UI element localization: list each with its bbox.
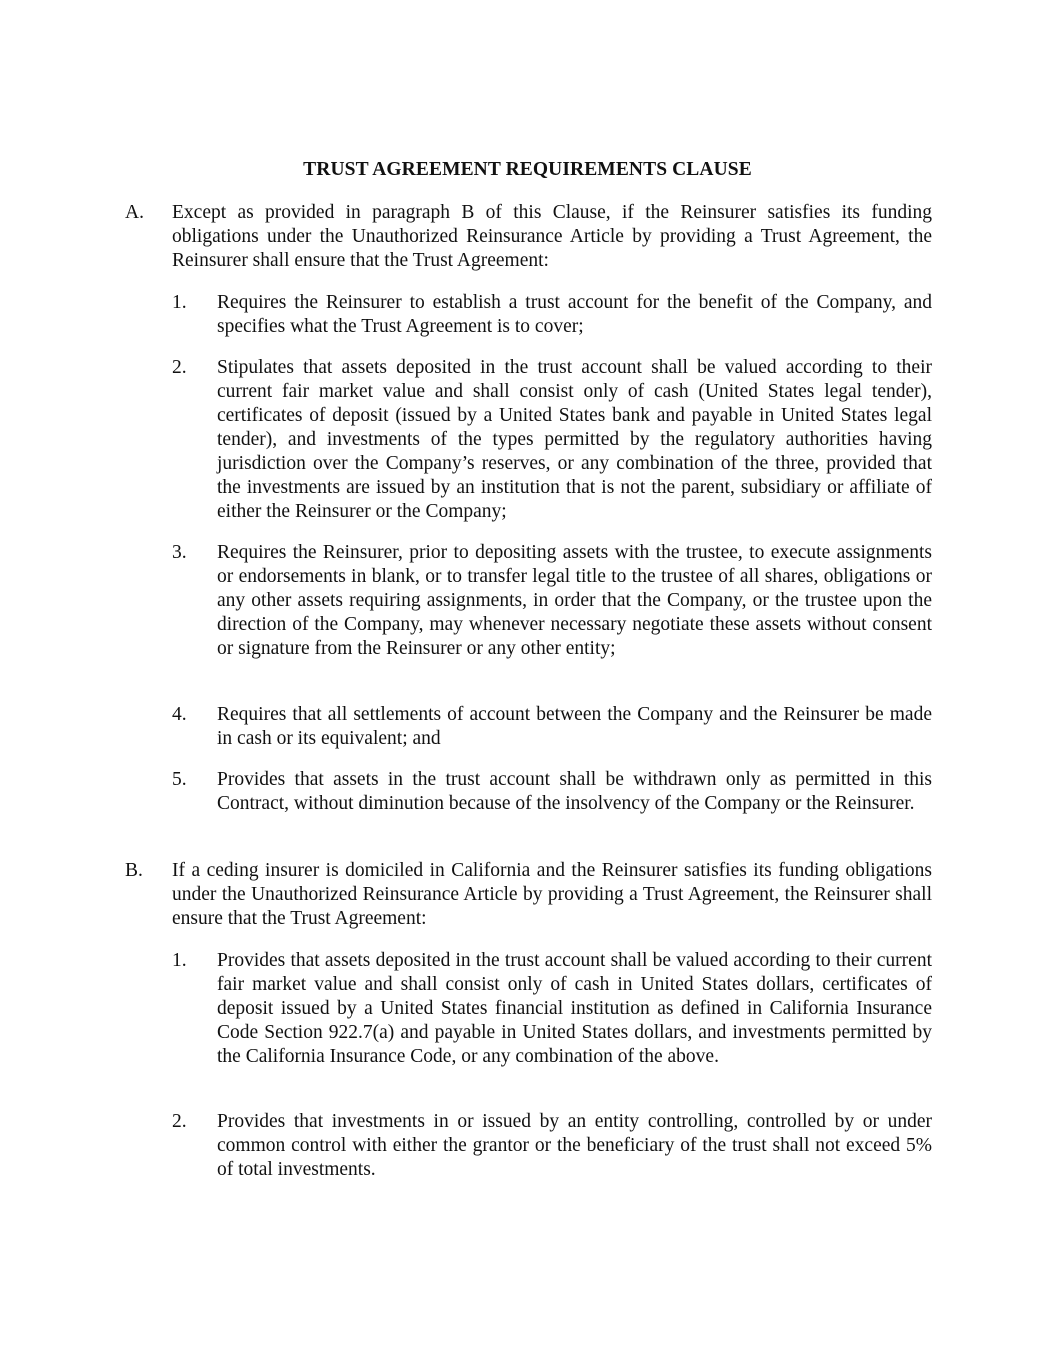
item-text: Stipulates that assets deposited in the trust account shall be valued according to their current fair market value and shall consist only of cash (United States legal tender), certificates of deposit (issued by a United States bank and payable in United States legal tender), and investments of the types permitted by the regulatory authorities having jurisdiction over the Company’s reserves, or any combination of the three, provided that the investments are issued by an institution that is not the parent, subsidiary or affiliate of either the Reinsurer or the Company; (217, 357, 932, 522)
page-title: TRUST AGREEMENT REQUIREMENTS CLAUSE (303, 159, 752, 180)
item-text: Requires the Reinsurer, prior to depositing assets with the trustee, to execute assignments or endorsements in blank, or to transfer legal title to the trustee of all shares, obligations or any other assets requiring assignments, in order that the Company, or the trustee upon the direction of the Company, may whenever necessary negotiate these assets without consent or signature from the Reinsurer or any other entity; (217, 542, 932, 659)
item-number: 1. (172, 292, 187, 313)
list-item (172, 949, 932, 1069)
item-text: Requires that all settlements of account between the Company and the Reinsurer be made in cash or its equivalent; and (217, 704, 932, 749)
section-text: If a ceding insurer is domiciled in California and the Reinsurer satisfies its funding obligations under the Unauthorized Reinsurance Article by providing a Trust Agreement, the Reinsurer shall ensure that the Trust Agreement: (172, 860, 932, 929)
item-text: Provides that assets in the trust account shall be withdrawn only as permitted in this Contract, without diminution because of the insolvency of the Company or the Reinsurer. (217, 769, 932, 814)
item-number: 1. (172, 950, 187, 971)
list-item (172, 356, 932, 524)
section-label: A. (125, 202, 144, 223)
item-number: 2. (172, 1111, 187, 1132)
list-item (172, 768, 932, 816)
item-text: Requires the Reinsurer to establish a trust account for the benefit of the Company, and specifies what the Trust Agreement is to cover; (217, 292, 932, 337)
item-text: Provides that investments in or issued by an entity controlling, controlled by or under common control with either the grantor or the beneficiary of the trust shall not exceed 5% of total investments. (217, 1111, 932, 1180)
item-number: 5. (172, 769, 187, 790)
item-text: Provides that assets deposited in the trust account shall be valued according to their current fair market value and shall consist only of cash in United States dollars, certificates of deposit issued by a United States financial institution as defined in California Insurance Code Section 922.7(a) and payable in United States dollars, and investments permitted by the California Insurance Code, or any combination of the above. (217, 950, 932, 1067)
item-number: 3. (172, 542, 187, 563)
section-text: Except as provided in paragraph B of this Clause, if the Reinsurer satisfies its funding obligations under the Unauthorized Reinsurance Article by providing a Trust Agreement, the Reinsurer shall ensure that the Trust Agreement: (172, 202, 932, 271)
list-item (172, 291, 932, 339)
item-number: 4. (172, 704, 187, 725)
list-item (172, 1110, 932, 1182)
item-number: 2. (172, 357, 187, 378)
list-item (172, 703, 932, 751)
section-a (125, 201, 932, 273)
section-b (125, 859, 932, 931)
section-label: B. (125, 860, 143, 881)
list-item (172, 541, 932, 661)
